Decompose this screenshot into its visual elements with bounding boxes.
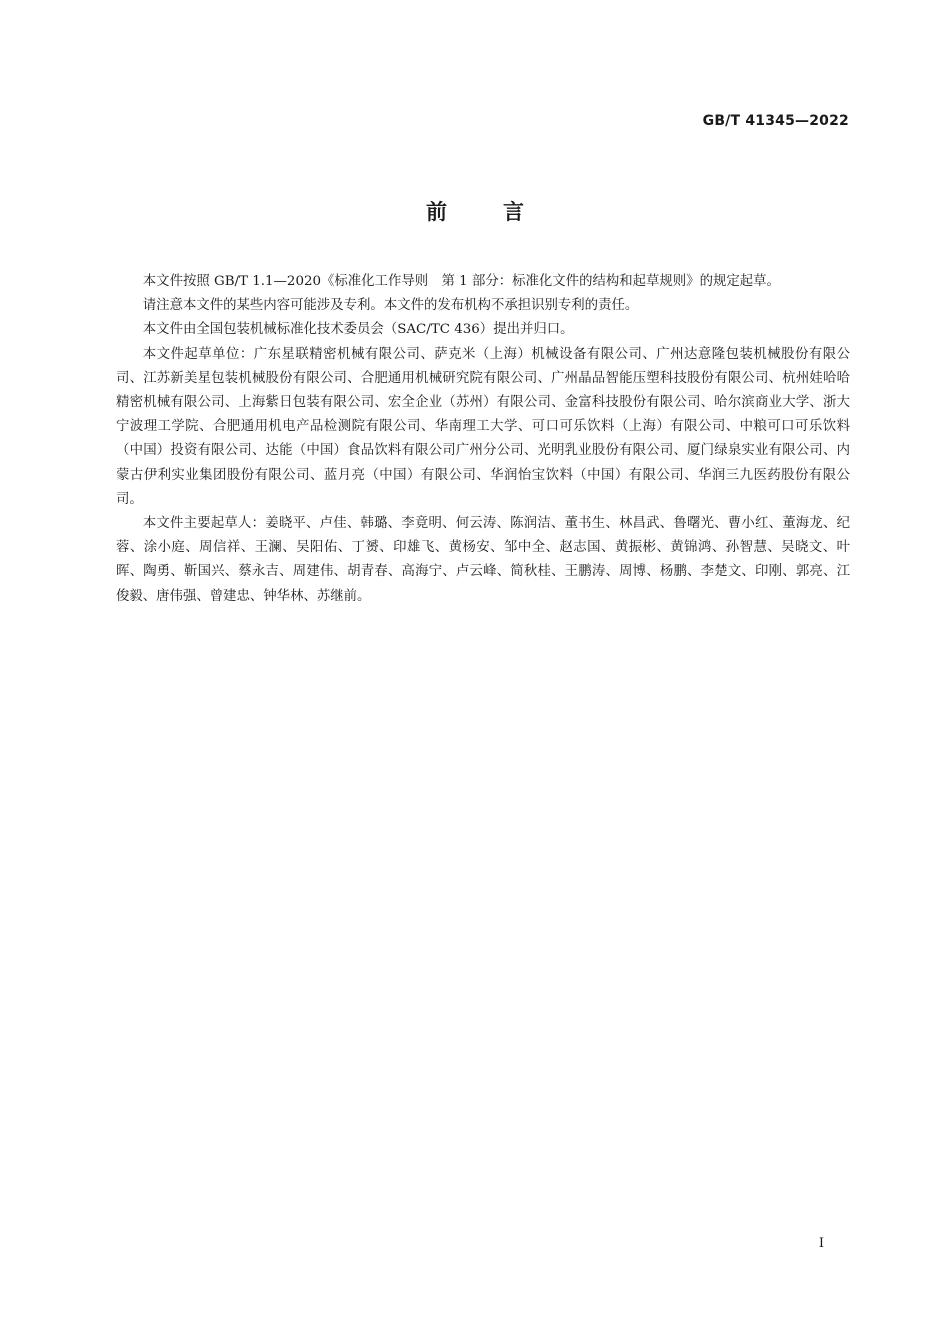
paragraph-patent-notice: 请注意本文件的某些内容可能涉及专利。本文件的发布机构不承担识别专利的责任。: [142, 298, 639, 314]
page-number: I: [818, 1236, 824, 1251]
standard-number: GB/T 41345—2022: [702, 113, 849, 129]
paragraph-drafting-units: 本文件起草单位：广东星联精密机械有限公司、萨克米（上海）机械设备有限公司、广州达意隆包装机械股份有限公司、江苏新美星包装机械股份有限公司、合肥通用机械研究院有限公司、广州晶品智能压塑科技股份有限公司、杭州娃哈哈精密机械有限公司、上海紫日包装有限公司、宏全企业（苏州）有限公司、金富科技股份有限公司、哈尔滨商业大学、浙大宁波理工学院、合肥通用机电产品检测院有限公司、华南理工大学、可口可乐饮料（上海）有限公司、中粮可口可乐饮料（中国）投资有限公司、达能（中国）食品饮料有限公司广州分公司、光明乳业股份有限公司、厦门绿泉实业有限公司、内蒙古伊利实业集团股份有限公司、蓝月亮（中国）有限公司、华润怡宝饮料（中国）有限公司、华润三九医药股份有限公司。: [116, 346, 850, 507]
foreword-body: [116, 270, 850, 609]
page-title: 前言: [426, 200, 580, 224]
paragraph-drafters: 本文件主要起草人：姜晓平、卢佳、韩璐、李竟明、何云涛、陈润洁、董书生、林昌武、鲁曙光、曹小红、董海龙、纪蓉、涂小庭、周信祥、王澜、吴阳佑、丁赟、印雄飞、黄杨安、邹中全、赵志国、黄振彬、黄锦鸿、孙智慧、吴晓文、叶晖、陶勇、靳国兴、蔡永吉、周建伟、胡青春、高海宁、卢云峰、简秋桂、王鹏涛、周博、杨鹏、李楚文、印刚、郭亮、江俊毅、唐伟强、曾建忠、钟华林、苏继前。: [116, 516, 850, 604]
paragraph-committee: 本文件由全国包装机械标准化技术委员会（SAC/TC 436）提出并归口。: [142, 322, 574, 338]
paragraph-drafting-rules: 本文件按照 GB/T 1.1—2020《标准化工作导则 第 1 部分：标准化文件的结构和起草规则》的规定起草。: [142, 274, 780, 289]
